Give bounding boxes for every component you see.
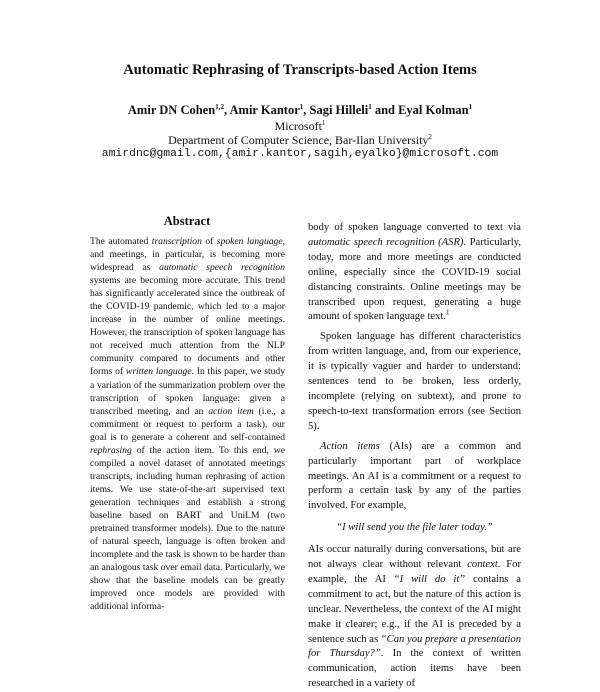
author-name: Eyal Kolman [398,103,469,117]
abstract-heading: Abstract [163,214,211,228]
author-separator: , [223,103,230,117]
author-affiliation-mark: 1,2 [215,102,224,111]
author-name: Sagi Hilleli [309,103,369,117]
author-name: Amir DN Cohen [127,103,216,117]
paragraph: Action items (AIs) are a common and particularly important part of workplace meetings. An AI is a commitment or a request to perform a certain task by any of the parties involved. For example, [308,440,521,512]
author-separator: , [303,103,310,117]
paragraph: AIs occur naturally during conversations, but are not always clear without relevant context. For example, the AI “I will do it” contains a commitment to act, but the nature of this action is unclear. Nevertheless, the context of the AI might make it clearer; e.g., if the AI is preceded by a sentence such as “Can you prepare a presentation for Thursday?”. In the context of written communication, action items have been researched in a variety of [308,544,522,690]
author-affiliation-mark: 1 [468,102,473,111]
author-name: Amir Kantor [229,103,300,117]
author-list [0,103,600,118]
footnote-mark: 1 [445,308,450,317]
author-affiliation-mark: 1 [299,102,304,111]
affiliation-mark: 2 [428,133,432,141]
example-quote: “I will send you the file later today.” [336,522,493,534]
affiliation-microsoft [0,119,600,134]
affiliation-university [0,133,600,148]
affiliation-name: Microsoft [274,119,322,133]
author-emails: amirdnc@gmail.com,{amir.kantor,sagih,eyalko}@microsoft.com [101,148,499,160]
abstract-body: The automated transcription of spoken language, and meetings, in particular, is becoming more widespread as automatic speech recognition systems are becoming more accurate. This trend has significantly accelerated since the outbreak of the COVID-19 pandemic, which led to a major increase in the number of online meetings. However, the transcription of spoken language has not received much attention from the NLP community compared to documents and other forms of written language. In this paper, we study a variation of the summarization problem over the transcription of spoken language: given a transcribed meeting, and an action item (i.e., a commitment or request to perform a task), our goal is to generate a coherent and self-contained rephrasing of the action item. To this end, we compiled a novel dataset of annotated meetings transcripts, including human rephrasing of action items. We use state-of-the-art supervised text generation techniques and establish a strong baseline based on BART and UniLM (two pretrained transformer models). Due to the nature of natural speech, language is often broken and incomplete and the task is shown to be harder than an analogous task over email data. Particularly, we show that the baseline models can be greatly improved once models are provided with additional informa- [90,236,286,613]
affiliation-mark: 1 [321,119,326,127]
paragraph: body of spoken language converted to text via automatic speech recognition (ASR). Particularly, today, more and more meetings are conducted online, especially since the COVID-19 social distancing constraints. Online meetings may be transcribed upon request, generating a huge amount of spoken language text.$^1$ [308,222,521,323]
affiliation-name: Department of Computer Science, Bar-Ilan University [168,133,429,147]
paragraph: Spoken language has different characteristics from written language, and, from our experience, it is typically vaguer and harder to understand: sentences tend to be broken, less orderly, incomplete (relying on subtext), and prone to speech-to-text transformation errors (see Section 5). [308,331,521,432]
author-affiliation-mark: 1 [368,102,372,111]
paper-title: Automatic Rephrasing of Transcripts-based Action Items [123,62,477,78]
author-separator: and [371,103,399,117]
introduction-column [308,221,521,692]
